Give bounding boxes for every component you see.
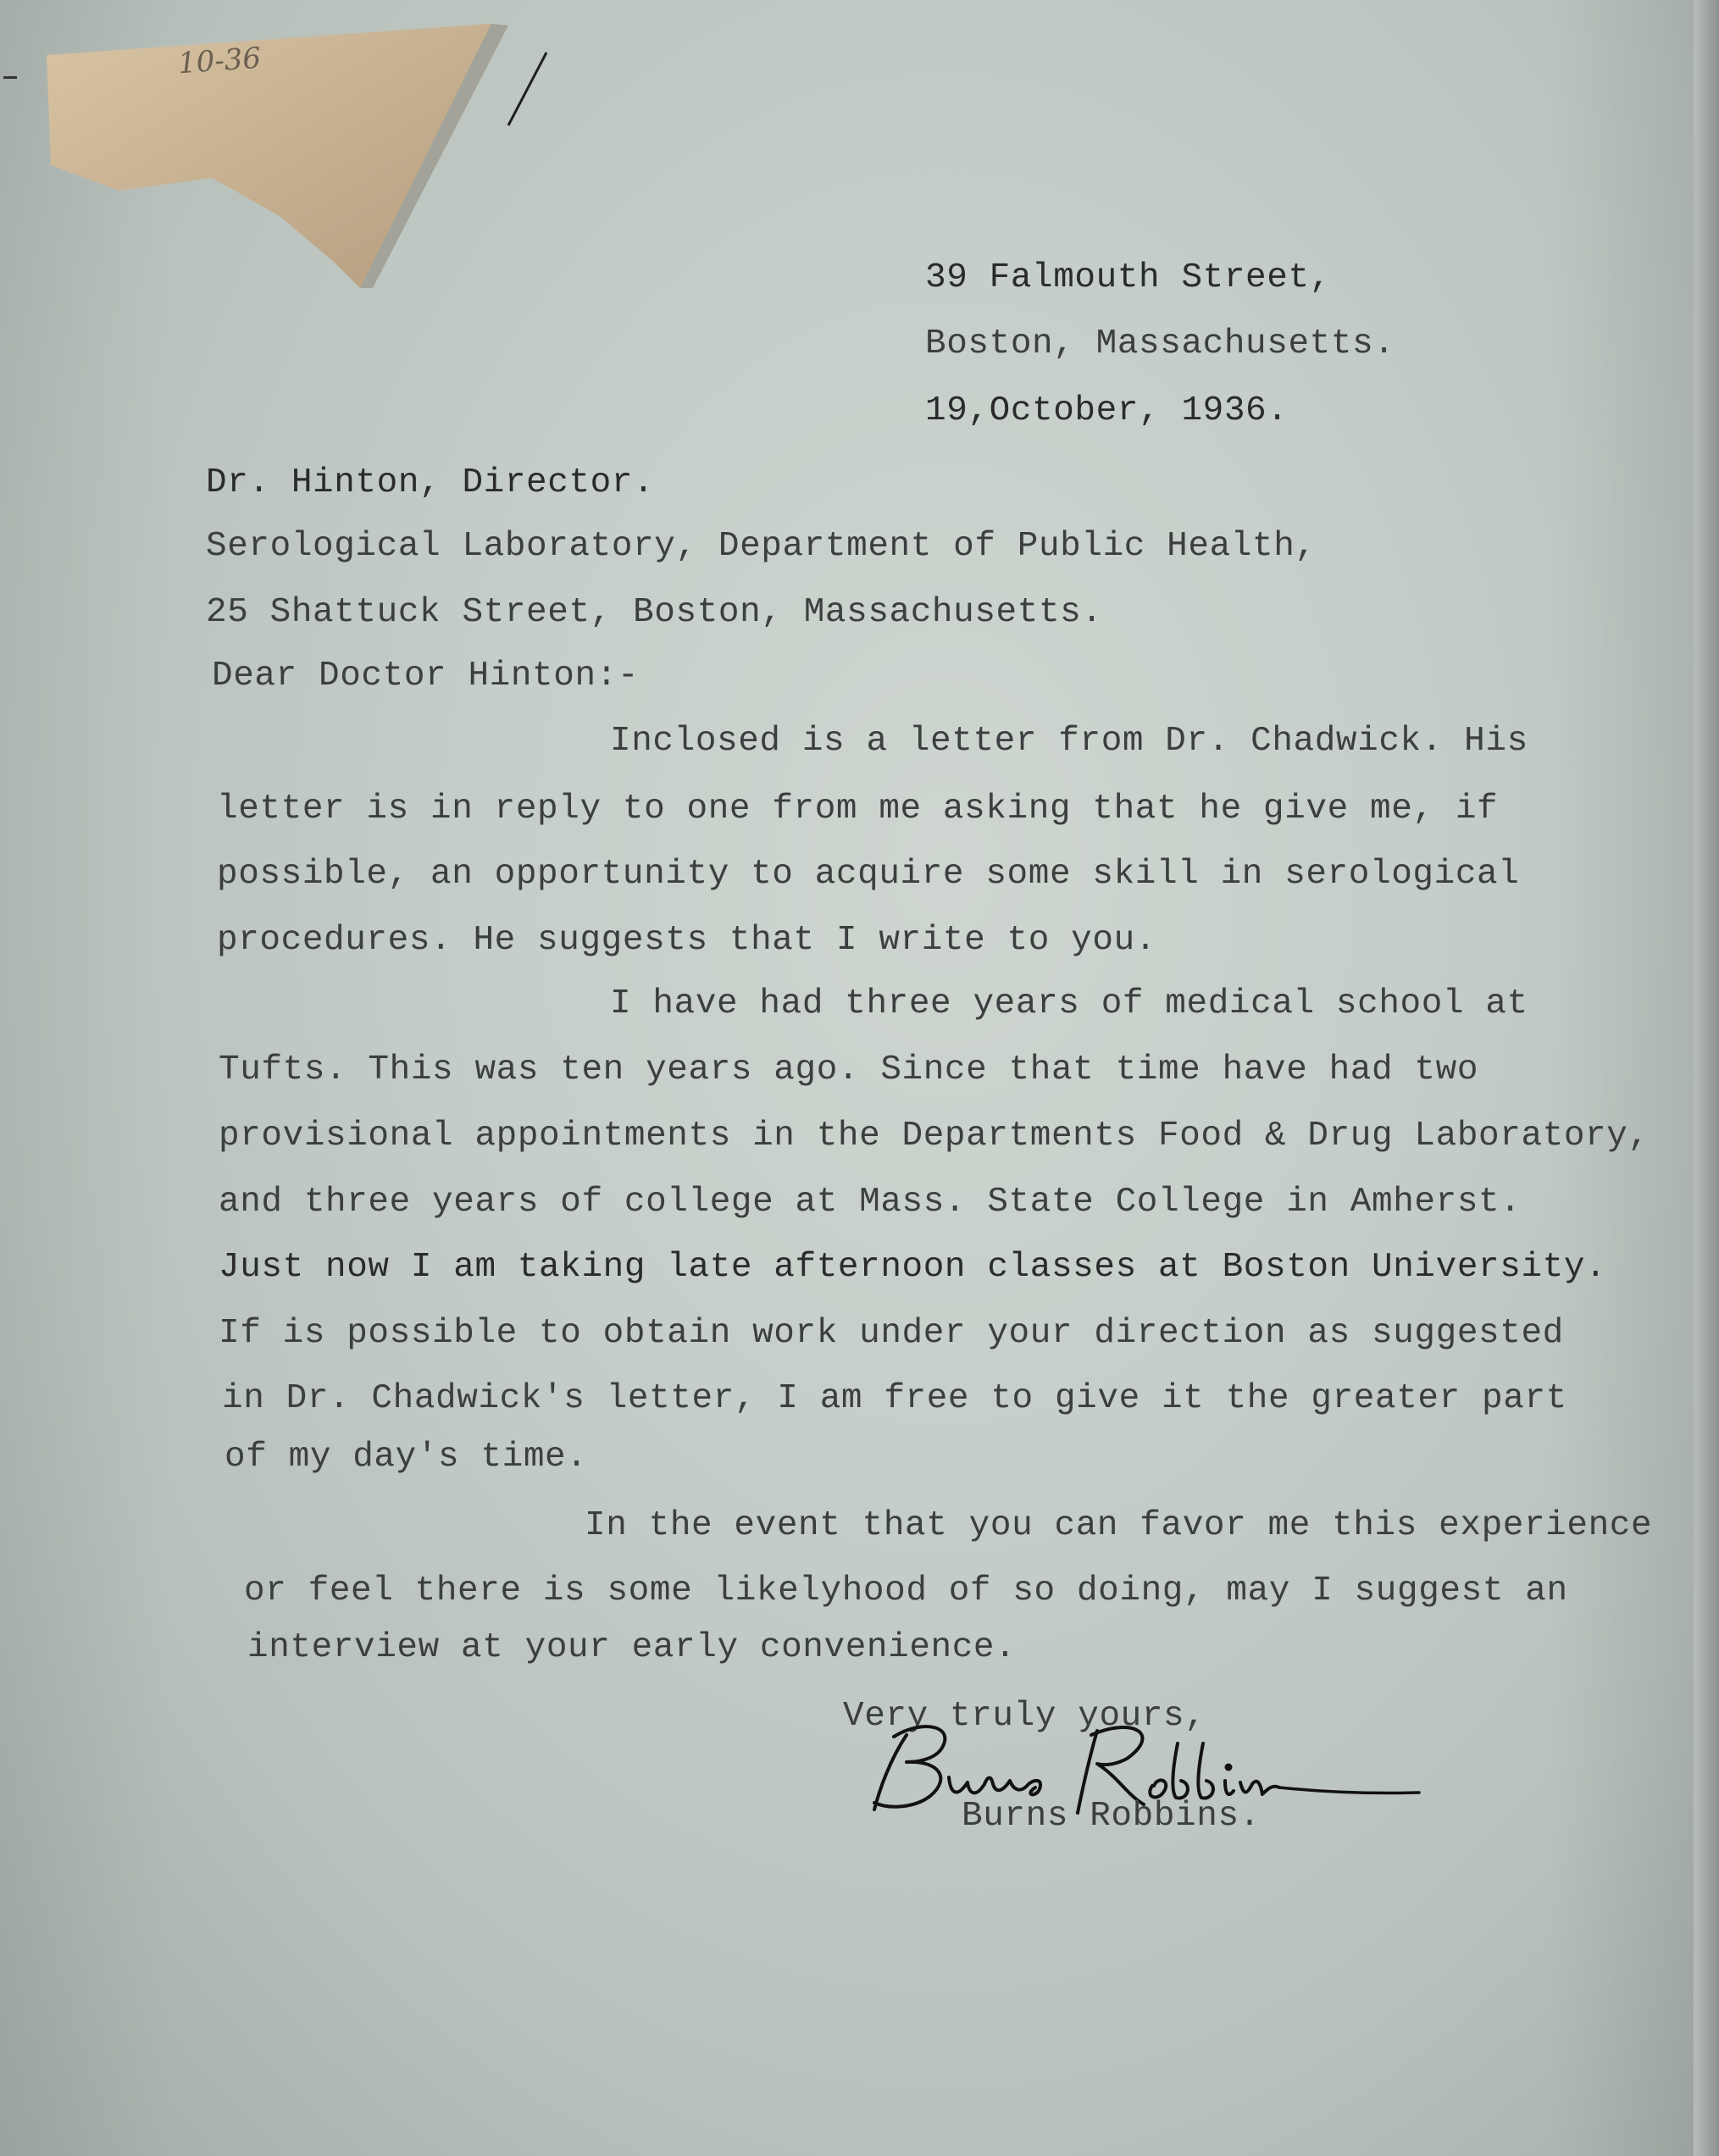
body-line: letter is in reply to one from me asking that he give me, if <box>217 790 1499 829</box>
body-line: possible, an opportunity to acquire some skill in serological <box>217 855 1520 894</box>
body-line: Inclosed is a letter from Dr. Chadwick. His <box>610 722 1528 761</box>
body-line: provisional appointments in the Departments Food & Drug Laboratory, <box>219 1117 1650 1156</box>
body-line: I have had three years of medical school at <box>610 984 1528 1023</box>
salutation: Dear Doctor Hinton:- <box>212 657 640 696</box>
body-line: In the event that you can favor me this experience <box>585 1506 1653 1545</box>
body-line: or feel there is some likelyhood of so doing, may I suggest an <box>244 1571 1568 1610</box>
pencil-annotation: 10-36 <box>176 41 263 81</box>
body-line: Tufts. This was ten years ago. Since that time have had two <box>219 1050 1479 1089</box>
closing: Very truly yours, <box>843 1697 1206 1736</box>
sender-street: 39 Falmouth Street, <box>925 258 1331 297</box>
body-line: procedures. He suggests that I write to you. <box>217 921 1156 960</box>
scan-edge <box>1694 0 1719 2156</box>
body-line: of my day's time. <box>225 1438 588 1477</box>
letter-date: 19,October, 1936. <box>925 391 1289 430</box>
typed-signature-name: Burns Robbins. <box>962 1797 1261 1836</box>
body-line: in Dr. Chadwick's letter, I am free to give it the greater part <box>222 1379 1567 1418</box>
recipient-name: Dr. Hinton, Director. <box>206 463 655 502</box>
sender-city: Boston, Massachusetts. <box>925 324 1395 363</box>
recipient-address: 25 Shattuck Street, Boston, Massachusetts. <box>206 593 1103 632</box>
recipient-organization: Serological Laboratory, Department of Public Health, <box>206 527 1317 566</box>
body-line: and three years of college at Mass. State College in Amherst. <box>219 1183 1522 1222</box>
body-line: If is possible to obtain work under your direction as suggested <box>219 1314 1564 1353</box>
folded-corner <box>0 0 559 305</box>
body-line: interview at your early convenience. <box>247 1628 1017 1667</box>
body-line: Just now I am taking late afternoon classes at Boston University. <box>219 1248 1607 1287</box>
